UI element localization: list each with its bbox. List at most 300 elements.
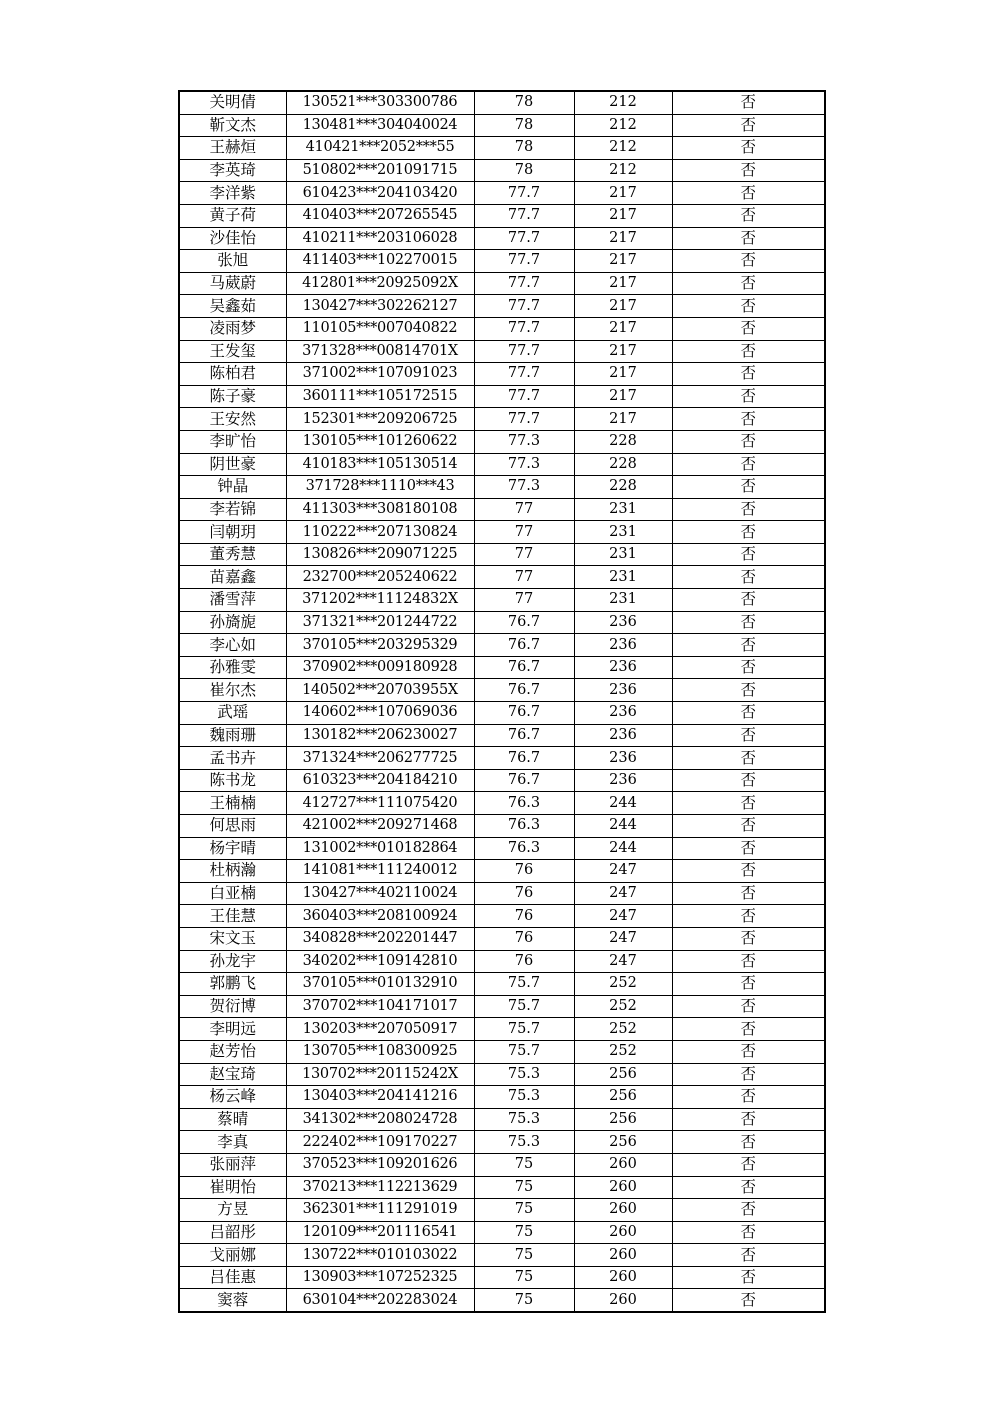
table-row: [179, 250, 825, 273]
table-row: [179, 363, 825, 386]
table-row: [179, 453, 825, 476]
name-cell: 李英琦: [179, 159, 286, 182]
rank-cell: 217: [574, 182, 672, 205]
table-row: [179, 679, 825, 702]
rank-cell: 217: [574, 272, 672, 295]
status-cell: 否: [672, 159, 825, 182]
status-cell: 否: [672, 1199, 825, 1222]
table-row: [179, 1108, 825, 1131]
status-cell: 否: [672, 724, 825, 747]
table-row: [179, 656, 825, 679]
score-cell: 76.7: [474, 611, 574, 634]
table-row: [179, 566, 825, 589]
score-cell: 75: [474, 1266, 574, 1289]
status-cell: 否: [672, 182, 825, 205]
rank-cell: 217: [574, 204, 672, 227]
table-row: [179, 815, 825, 838]
name-cell: 李若锦: [179, 498, 286, 521]
id-number-cell: 510802***201091715: [286, 159, 474, 182]
table-row: [179, 589, 825, 612]
status-cell: 否: [672, 815, 825, 838]
score-cell: 77: [474, 589, 574, 612]
name-cell: 王安然: [179, 408, 286, 431]
table-row: [179, 521, 825, 544]
id-number-cell: 130427***402110024: [286, 882, 474, 905]
name-cell: 赵宝琦: [179, 1063, 286, 1086]
results-table-body: [179, 91, 825, 1312]
table-row: [179, 973, 825, 996]
id-number-cell: 410183***105130514: [286, 453, 474, 476]
rank-cell: 236: [574, 634, 672, 657]
id-number-cell: 130826***209071225: [286, 543, 474, 566]
status-cell: 否: [672, 950, 825, 973]
id-number-cell: 371328***00814701X: [286, 340, 474, 363]
id-number-cell: 130403***204141216: [286, 1086, 474, 1109]
table-row: [179, 1086, 825, 1109]
name-cell: 钟晶: [179, 476, 286, 499]
name-cell: 白亚楠: [179, 882, 286, 905]
rank-cell: 247: [574, 882, 672, 905]
rank-cell: 217: [574, 385, 672, 408]
name-cell: 崔明怡: [179, 1176, 286, 1199]
rank-cell: 231: [574, 589, 672, 612]
table-row: [179, 1063, 825, 1086]
table-row: [179, 747, 825, 770]
table-row: [179, 995, 825, 1018]
name-cell: 王赫烜: [179, 137, 286, 160]
status-cell: 否: [672, 882, 825, 905]
id-number-cell: 410421***2052***55: [286, 137, 474, 160]
name-cell: 孙旖旎: [179, 611, 286, 634]
rank-cell: 260: [574, 1221, 672, 1244]
score-cell: 77.3: [474, 430, 574, 453]
status-cell: 否: [672, 204, 825, 227]
id-number-cell: 120109***201116541: [286, 1221, 474, 1244]
rank-cell: 236: [574, 747, 672, 770]
status-cell: 否: [672, 1266, 825, 1289]
rank-cell: 260: [574, 1199, 672, 1222]
score-cell: 78: [474, 137, 574, 160]
id-number-cell: 131002***010182864: [286, 837, 474, 860]
id-number-cell: 130521***303300786: [286, 91, 474, 114]
rank-cell: 212: [574, 137, 672, 160]
score-cell: 78: [474, 114, 574, 137]
score-cell: 77.7: [474, 227, 574, 250]
table-row: [179, 905, 825, 928]
rank-cell: 247: [574, 860, 672, 883]
status-cell: 否: [672, 385, 825, 408]
name-cell: 靳文杰: [179, 114, 286, 137]
status-cell: 否: [672, 543, 825, 566]
name-cell: 张旭: [179, 250, 286, 273]
name-cell: 阴世豪: [179, 453, 286, 476]
rank-cell: 217: [574, 250, 672, 273]
name-cell: 宋文玉: [179, 927, 286, 950]
id-number-cell: 110222***207130824: [286, 521, 474, 544]
score-cell: 75.7: [474, 1040, 574, 1063]
name-cell: 杨宇晴: [179, 837, 286, 860]
rank-cell: 217: [574, 340, 672, 363]
name-cell: 潘雪萍: [179, 589, 286, 612]
rank-cell: 256: [574, 1063, 672, 1086]
score-cell: 77.7: [474, 182, 574, 205]
status-cell: 否: [672, 521, 825, 544]
rank-cell: 231: [574, 498, 672, 521]
name-cell: 李洋紫: [179, 182, 286, 205]
table-row: [179, 272, 825, 295]
table-row: [179, 882, 825, 905]
rank-cell: 236: [574, 724, 672, 747]
table-row: [179, 1244, 825, 1267]
name-cell: 李明远: [179, 1018, 286, 1041]
status-cell: 否: [672, 905, 825, 928]
score-cell: 77.3: [474, 453, 574, 476]
id-number-cell: 340202***109142810: [286, 950, 474, 973]
table-row: [179, 1153, 825, 1176]
name-cell: 吕佳惠: [179, 1266, 286, 1289]
score-cell: 77: [474, 543, 574, 566]
status-cell: 否: [672, 408, 825, 431]
rank-cell: 256: [574, 1131, 672, 1154]
id-number-cell: 340828***202201447: [286, 927, 474, 950]
name-cell: 陈柏君: [179, 363, 286, 386]
name-cell: 孙龙宇: [179, 950, 286, 973]
name-cell: 崔尔杰: [179, 679, 286, 702]
score-cell: 77: [474, 521, 574, 544]
score-cell: 77.7: [474, 408, 574, 431]
score-cell: 76: [474, 927, 574, 950]
status-cell: 否: [672, 498, 825, 521]
status-cell: 否: [672, 1063, 825, 1086]
status-cell: 否: [672, 1040, 825, 1063]
name-cell: 马葳蔚: [179, 272, 286, 295]
name-cell: 王佳慧: [179, 905, 286, 928]
id-number-cell: 421002***209271468: [286, 815, 474, 838]
name-cell: 黄子荷: [179, 204, 286, 227]
status-cell: 否: [672, 476, 825, 499]
status-cell: 否: [672, 137, 825, 160]
table-row: [179, 182, 825, 205]
score-cell: 76: [474, 860, 574, 883]
table-row: [179, 792, 825, 815]
rank-cell: 231: [574, 543, 672, 566]
status-cell: 否: [672, 747, 825, 770]
name-cell: 贺衍博: [179, 995, 286, 1018]
table-row: [179, 91, 825, 114]
name-cell: 杜柄瀚: [179, 860, 286, 883]
status-cell: 否: [672, 1018, 825, 1041]
score-cell: 77.7: [474, 295, 574, 318]
id-number-cell: 610423***204103420: [286, 182, 474, 205]
table-row: [179, 837, 825, 860]
id-number-cell: 362301***111291019: [286, 1199, 474, 1222]
table-row: [179, 543, 825, 566]
status-cell: 否: [672, 250, 825, 273]
status-cell: 否: [672, 837, 825, 860]
id-number-cell: 371002***107091023: [286, 363, 474, 386]
status-cell: 否: [672, 114, 825, 137]
status-cell: 否: [672, 679, 825, 702]
id-number-cell: 130105***101260622: [286, 430, 474, 453]
score-cell: 75: [474, 1244, 574, 1267]
rank-cell: 212: [574, 114, 672, 137]
score-cell: 76: [474, 950, 574, 973]
id-number-cell: 130702***20115242X: [286, 1063, 474, 1086]
id-number-cell: 141081***111240012: [286, 860, 474, 883]
score-cell: 78: [474, 91, 574, 114]
id-number-cell: 370105***203295329: [286, 634, 474, 657]
name-cell: 李心如: [179, 634, 286, 657]
id-number-cell: 341302***208024728: [286, 1108, 474, 1131]
rank-cell: 244: [574, 837, 672, 860]
rank-cell: 217: [574, 317, 672, 340]
score-cell: 76.7: [474, 724, 574, 747]
results-table: [178, 90, 826, 1313]
score-cell: 76.7: [474, 702, 574, 725]
score-cell: 77.7: [474, 204, 574, 227]
name-cell: 蔡晴: [179, 1108, 286, 1131]
id-number-cell: 130481***304040024: [286, 114, 474, 137]
rank-cell: 236: [574, 656, 672, 679]
score-cell: 75.3: [474, 1086, 574, 1109]
name-cell: 陈书龙: [179, 769, 286, 792]
name-cell: 武瑶: [179, 702, 286, 725]
name-cell: 李真: [179, 1131, 286, 1154]
score-cell: 78: [474, 159, 574, 182]
status-cell: 否: [672, 995, 825, 1018]
score-cell: 76: [474, 905, 574, 928]
status-cell: 否: [672, 295, 825, 318]
rank-cell: 236: [574, 702, 672, 725]
score-cell: 76.7: [474, 769, 574, 792]
rank-cell: 260: [574, 1289, 672, 1312]
id-number-cell: 371324***206277725: [286, 747, 474, 770]
table-row: [179, 1131, 825, 1154]
rank-cell: 247: [574, 927, 672, 950]
name-cell: 赵芳怡: [179, 1040, 286, 1063]
name-cell: 戈丽娜: [179, 1244, 286, 1267]
id-number-cell: 130182***206230027: [286, 724, 474, 747]
score-cell: 76.3: [474, 815, 574, 838]
status-cell: 否: [672, 1176, 825, 1199]
name-cell: 陈子豪: [179, 385, 286, 408]
rank-cell: 217: [574, 363, 672, 386]
score-cell: 75: [474, 1153, 574, 1176]
id-number-cell: 360403***208100924: [286, 905, 474, 928]
id-number-cell: 370523***109201626: [286, 1153, 474, 1176]
score-cell: 77.7: [474, 363, 574, 386]
table-row: [179, 724, 825, 747]
table-row: [179, 295, 825, 318]
score-cell: 76.7: [474, 679, 574, 702]
table-row: [179, 1266, 825, 1289]
id-number-cell: 610323***204184210: [286, 769, 474, 792]
table-row: [179, 1018, 825, 1041]
table-row: [179, 634, 825, 657]
rank-cell: 228: [574, 430, 672, 453]
id-number-cell: 412727***111075420: [286, 792, 474, 815]
rank-cell: 244: [574, 792, 672, 815]
id-number-cell: 370213***112213629: [286, 1176, 474, 1199]
rank-cell: 260: [574, 1244, 672, 1267]
name-cell: 闫朝玥: [179, 521, 286, 544]
name-cell: 王楠楠: [179, 792, 286, 815]
status-cell: 否: [672, 317, 825, 340]
status-cell: 否: [672, 1221, 825, 1244]
table-row: [179, 927, 825, 950]
name-cell: 吴鑫茹: [179, 295, 286, 318]
id-number-cell: 371321***201244722: [286, 611, 474, 634]
table-row: [179, 1040, 825, 1063]
id-number-cell: 410211***203106028: [286, 227, 474, 250]
rank-cell: 252: [574, 1040, 672, 1063]
name-cell: 孙雅雯: [179, 656, 286, 679]
status-cell: 否: [672, 792, 825, 815]
id-number-cell: 370702***104171017: [286, 995, 474, 1018]
score-cell: 75: [474, 1176, 574, 1199]
score-cell: 75.3: [474, 1131, 574, 1154]
status-cell: 否: [672, 566, 825, 589]
status-cell: 否: [672, 927, 825, 950]
status-cell: 否: [672, 453, 825, 476]
score-cell: 75: [474, 1289, 574, 1312]
rank-cell: 260: [574, 1266, 672, 1289]
name-cell: 董秀慧: [179, 543, 286, 566]
name-cell: 方昱: [179, 1199, 286, 1222]
table-row: [179, 950, 825, 973]
id-number-cell: 370105***010132910: [286, 973, 474, 996]
score-cell: 77.3: [474, 476, 574, 499]
status-cell: 否: [672, 1131, 825, 1154]
id-number-cell: 222402***109170227: [286, 1131, 474, 1154]
status-cell: 否: [672, 1153, 825, 1176]
table-row: [179, 860, 825, 883]
status-cell: 否: [672, 91, 825, 114]
id-number-cell: 232700***205240622: [286, 566, 474, 589]
table-row: [179, 702, 825, 725]
id-number-cell: 130903***107252325: [286, 1266, 474, 1289]
id-number-cell: 411403***102270015: [286, 250, 474, 273]
score-cell: 75.3: [474, 1063, 574, 1086]
id-number-cell: 130427***302262127: [286, 295, 474, 318]
table-row: [179, 204, 825, 227]
id-number-cell: 371728***1110***43: [286, 476, 474, 499]
score-cell: 77.7: [474, 250, 574, 273]
table-row: [179, 1176, 825, 1199]
score-cell: 75: [474, 1199, 574, 1222]
table-row: [179, 317, 825, 340]
table-row: [179, 430, 825, 453]
score-cell: 75.7: [474, 995, 574, 1018]
id-number-cell: 411303***308180108: [286, 498, 474, 521]
rank-cell: 252: [574, 1018, 672, 1041]
status-cell: 否: [672, 363, 825, 386]
rank-cell: 236: [574, 679, 672, 702]
id-number-cell: 370902***009180928: [286, 656, 474, 679]
status-cell: 否: [672, 272, 825, 295]
rank-cell: 217: [574, 227, 672, 250]
id-number-cell: 371202***11124832X: [286, 589, 474, 612]
table-row: [179, 1199, 825, 1222]
score-cell: 75: [474, 1221, 574, 1244]
name-cell: 王发玺: [179, 340, 286, 363]
rank-cell: 212: [574, 159, 672, 182]
id-number-cell: 130722***010103022: [286, 1244, 474, 1267]
name-cell: 郭鹏飞: [179, 973, 286, 996]
status-cell: 否: [672, 656, 825, 679]
rank-cell: 252: [574, 973, 672, 996]
id-number-cell: 410403***207265545: [286, 204, 474, 227]
name-cell: 孟书卉: [179, 747, 286, 770]
rank-cell: 260: [574, 1176, 672, 1199]
status-cell: 否: [672, 702, 825, 725]
table-row: [179, 385, 825, 408]
status-cell: 否: [672, 340, 825, 363]
table-row: [179, 1289, 825, 1312]
score-cell: 77.7: [474, 385, 574, 408]
score-cell: 77.7: [474, 317, 574, 340]
score-cell: 75.7: [474, 1018, 574, 1041]
score-cell: 77: [474, 498, 574, 521]
rank-cell: 231: [574, 521, 672, 544]
name-cell: 苗嘉鑫: [179, 566, 286, 589]
table-row: [179, 611, 825, 634]
table-row: [179, 1221, 825, 1244]
status-cell: 否: [672, 1289, 825, 1312]
rank-cell: 236: [574, 769, 672, 792]
name-cell: 杨云峰: [179, 1086, 286, 1109]
rank-cell: 256: [574, 1086, 672, 1109]
name-cell: 张丽萍: [179, 1153, 286, 1176]
score-cell: 76.3: [474, 837, 574, 860]
id-number-cell: 630104***202283024: [286, 1289, 474, 1312]
status-cell: 否: [672, 1086, 825, 1109]
name-cell: 李旷怡: [179, 430, 286, 453]
status-cell: 否: [672, 860, 825, 883]
table-row: [179, 476, 825, 499]
name-cell: 魏雨珊: [179, 724, 286, 747]
id-number-cell: 130705***108300925: [286, 1040, 474, 1063]
status-cell: 否: [672, 430, 825, 453]
rank-cell: 228: [574, 476, 672, 499]
id-number-cell: 110105***007040822: [286, 317, 474, 340]
id-number-cell: 140602***107069036: [286, 702, 474, 725]
score-cell: 75.3: [474, 1108, 574, 1131]
rank-cell: 247: [574, 950, 672, 973]
rank-cell: 217: [574, 295, 672, 318]
status-cell: 否: [672, 611, 825, 634]
rank-cell: 217: [574, 408, 672, 431]
name-cell: 何思雨: [179, 815, 286, 838]
table-row: [179, 114, 825, 137]
name-cell: 关明倩: [179, 91, 286, 114]
score-cell: 76: [474, 882, 574, 905]
table-row: [179, 769, 825, 792]
id-number-cell: 130203***207050917: [286, 1018, 474, 1041]
score-cell: 76.7: [474, 634, 574, 657]
table-row: [179, 159, 825, 182]
rank-cell: 231: [574, 566, 672, 589]
table-row: [179, 137, 825, 160]
table-row: [179, 408, 825, 431]
score-cell: 77.7: [474, 272, 574, 295]
name-cell: 吕韶彤: [179, 1221, 286, 1244]
rank-cell: 236: [574, 611, 672, 634]
rank-cell: 256: [574, 1108, 672, 1131]
id-number-cell: 360111***105172515: [286, 385, 474, 408]
score-cell: 77.7: [474, 340, 574, 363]
name-cell: 窦蓉: [179, 1289, 286, 1312]
